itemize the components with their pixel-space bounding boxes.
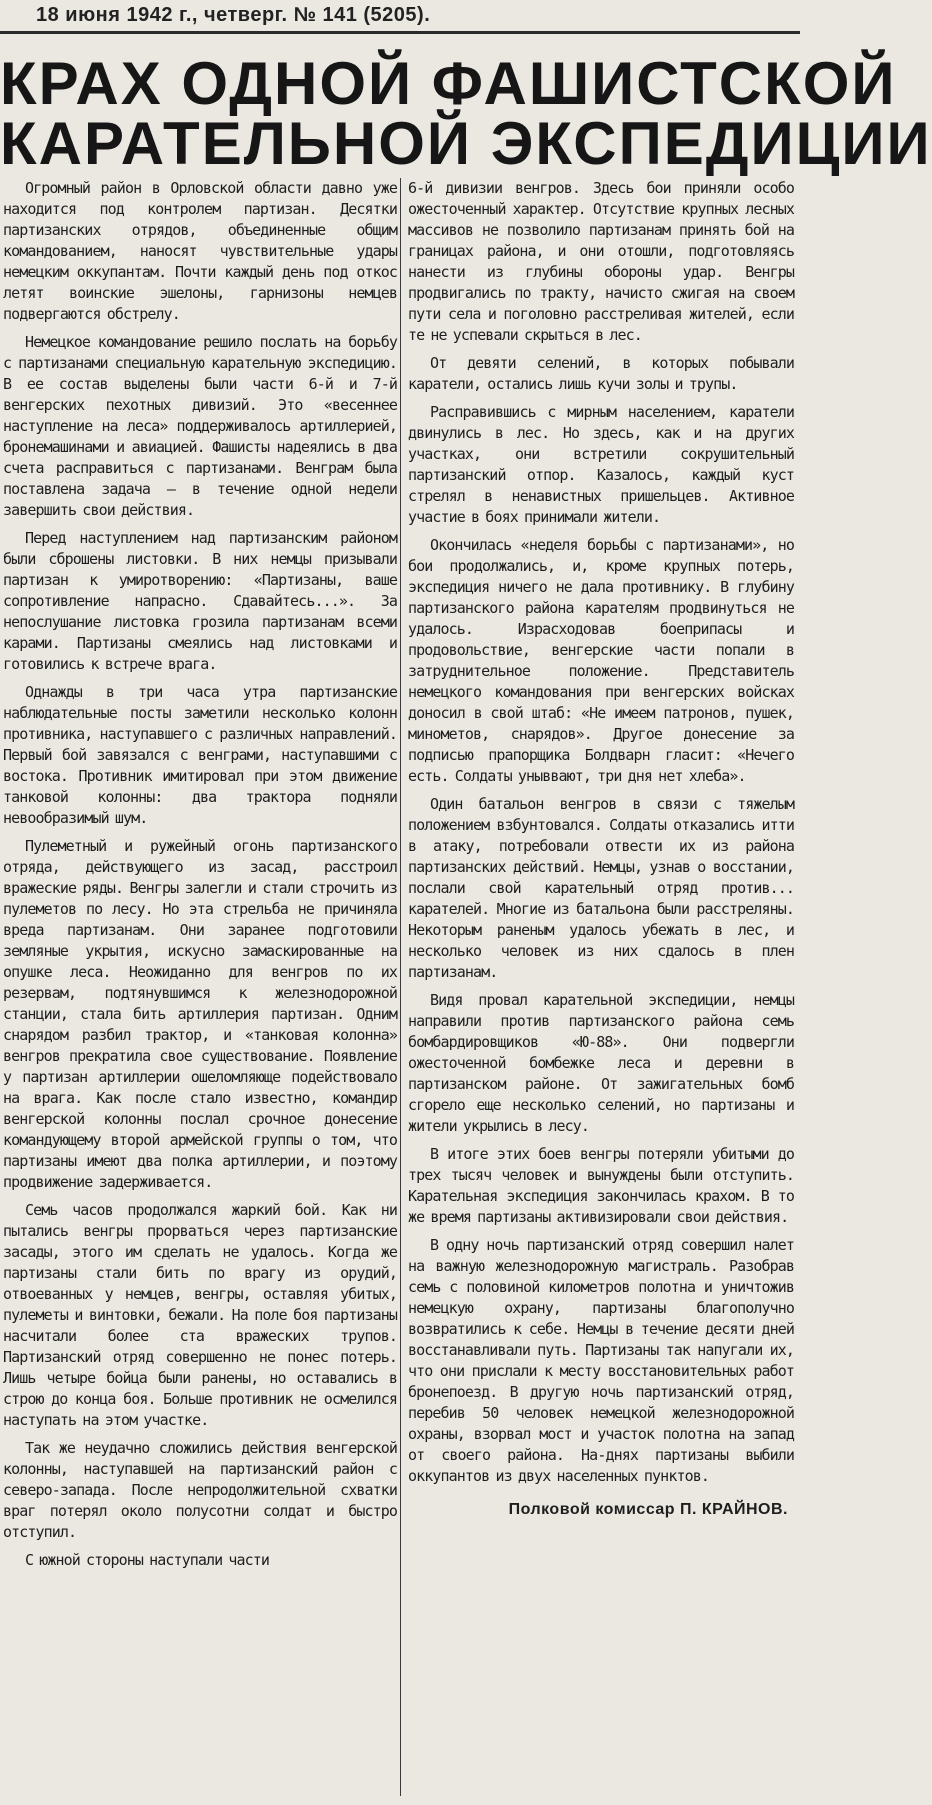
right-column bbox=[408, 178, 794, 1520]
paragraph: Так же неудачно сложились действия венгерской колонны, наступавшей на партизанский район с северо-запада. После непродолжительной схватки враг потерял около полусотни солдат и быстро отступил. bbox=[3, 1439, 397, 1541]
paragraph: С южной стороны наступали части bbox=[25, 1551, 270, 1569]
paragraph: Один батальон венгров в связи с тяжелым положением взбунтовался. Солдаты отказались итти в атаку, потребовали отвести их из района партизанских действий. Немцы, узнав о восстании, послали свой карательный отряд против... карателей. Многие из батальона были расстреляны. Некоторым раненым удалось убежать в лес, и несколько человек из них сдалось в плен партизанам. bbox=[408, 795, 794, 981]
headline-line-2: КАРАТЕЛЬНОЙ ЭКСПЕДИЦИИ bbox=[0, 110, 932, 177]
paragraph: Семь часов продолжался жаркий бой. Как ни пытались венгры прорваться через партизанские засады, этого им сделать не удалось. Когда же партизаны стали бить по врагу из орудий, отвоеванных у немцев, венгры, оставляя убитых, пулеметы и винтовки, бежали. На поле боя партизаны насчитали более ста вражеских трупов. Партизанский отряд совершенно не понес потерь. Лишь четыре бойца были ранены, но оставались в строю до конца боя. Больше противник не осмелился наступать на этом участке. bbox=[3, 1201, 397, 1429]
paragraph: Видя провал карательной экспедиции, немцы направили против партизанского района семь бомбардировщиков «Ю-88». Они подвергли ожесточенной бомбежке леса и деревни в партизанском районе. От зажигательных бомб сгорело еще несколько селений, но партизаны и жители укрылись в лесу. bbox=[408, 991, 794, 1135]
paragraph: Расправившись с мирным населением, каратели двинулись в лес. Но здесь, как и на других участках, они встретили сокрушительный партизанский отпор. Казалось, каждый куст стрелял в ненавистных пришельцев. Активное участие в боях принимали жители. bbox=[408, 403, 794, 526]
paragraph: Немецкое командование решило послать на борьбу с партизанами специальную карательную экспедицию. В ее состав выделены были части 6-й и 7-й венгерских пехотных дивизий. Это «весеннее наступление на леса» поддерживалось артиллерией, бронемашинами и авиацией. Фашисты надеялись в два счета расправиться с партизанами. Венграм была поставлена задача — в течение одной недели завершить свои действия. bbox=[3, 333, 397, 519]
paragraph: Однажды в три часа утра партизанские наблюдательные посты заметили несколько колонн противника, наступавшего с различных направлений. Первый бой завязался с венграми, наступавшими с востока. Противник имитировал при этом движение танковой колонны: два трактора подняли невообразимый шум. bbox=[3, 683, 397, 827]
headline-line-1: КРАХ ОДНОЙ ФАШИСТСКОЙ bbox=[0, 50, 897, 117]
masthead-date-line: 18 июня 1942 г., четверг. № 141 (5205). bbox=[36, 4, 431, 26]
paragraph: В одну ночь партизанский отряд совершил налет на важную железнодорожную магистраль. Разобрав семь с половиной километров полотна и уничтожив немецкую охрану, партизаны благополучно возвратились к себе. Немцы в течение десяти дней восстанавливали путь. Партизаны так напугали их, что они прислали к месту восстановительных работ бронепоезд. В другую ночь партизанский отряд, перебив 50 человек немецкой железнодорожной охраны, взорвал мост и участок полотна на запад от своего района. На-днях партизаны выбили оккупантов из двух населенных пунктов. bbox=[408, 1236, 794, 1485]
column-divider bbox=[400, 178, 401, 1796]
paragraph: Огромный район в Орловской области давно уже находится под контролем партизан. Десятки партизанских отрядов, объединенные общим командованием, наносят чувствительные удары немецким оккупантам. Почти каждый день под откос летят воинские эшелоны, гарнизоны немцев подвергаются обстрелу. bbox=[3, 179, 397, 323]
paragraph: Перед наступлением над партизанским районом были сброшены листовки. В них немцы призывали партизан к умиротворению: «Партизаны, ваше сопротивление напрасно. Сдавайтесь...». За непослушание листовка грозила партизанам всеми карами. Партизаны смеялись над листовками и готовились к встрече врага. bbox=[3, 529, 397, 673]
paragraph: От девяти селений, в которых побывали каратели, остались лишь кучи золы и трупы. bbox=[408, 354, 794, 393]
masthead-rule bbox=[0, 31, 800, 34]
paragraph: Окончилась «неделя борьбы с партизанами», но бои продолжались, и, кроме крупных потерь, экспедиция ничего не дала противнику. В глубину партизанского района карателям продвинуться не удалось. Израсходовав боеприпасы и продовольствие, венгерские части попали в затруднительное положение. Представитель немецкого командования при венгерских войсках доносил в свой штаб: «Не имеем патронов, пушек, минометов, снарядов». Другое донесение за подписью прапорщика Болдварн гласит: «Нечего есть. Солдаты уныввают, три дня нет хлеба». bbox=[408, 536, 794, 785]
paragraph: Пулеметный и ружейный огонь партизанского отряда, действующего из засад, расстроил вражеские ряды. Венгры залегли и стали строчить из пулеметов по лесу. Но эта стрельба не причиняла вреда партизанам. Они заранее подготовили земляные укрытия, искусно замаскированные на опушке леса. Неожиданно для венгров по их резервам, подтянувшимся к железнодорожной станции, стала бить артиллерия партизан. Одним снарядом разбил трактор, и «танковая колонна» венгров прекратила свое существование. Появление у партизан артиллерии ошеломляюще подействовало на врага. Как после стало известно, командир венгерской колонны послал срочное донесение командующему второй армейской группы о том, что партизаны имеют два полка артиллерии, и поэтому продвижение задерживается. bbox=[3, 837, 397, 1191]
left-column bbox=[3, 178, 397, 1578]
author-signature: Полковой комиссар П. КРАЙНОВ. bbox=[508, 1501, 788, 1518]
paragraph: В итоге этих боев венгры потеряли убитыми до трех тысяч человек и вынуждены были отступить. Карательная экспедиция закончилась крахом. В то же время партизаны активизировали свои действия. bbox=[408, 1145, 794, 1226]
paragraph: 6-й дивизии венгров. Здесь бои приняли особо ожесточенный характер. Отсутствие крупных лесных массивов не позволило партизанам принять бой на границах района, и они отошли, подготовляясь нанести из глубины обороны удар. Венгры продвигались по тракту, начисто сжигая на своем пути села и поголовно расстреливая жителей, если те не успевали скрыться в лес. bbox=[408, 179, 794, 344]
article-headline bbox=[0, 50, 932, 177]
